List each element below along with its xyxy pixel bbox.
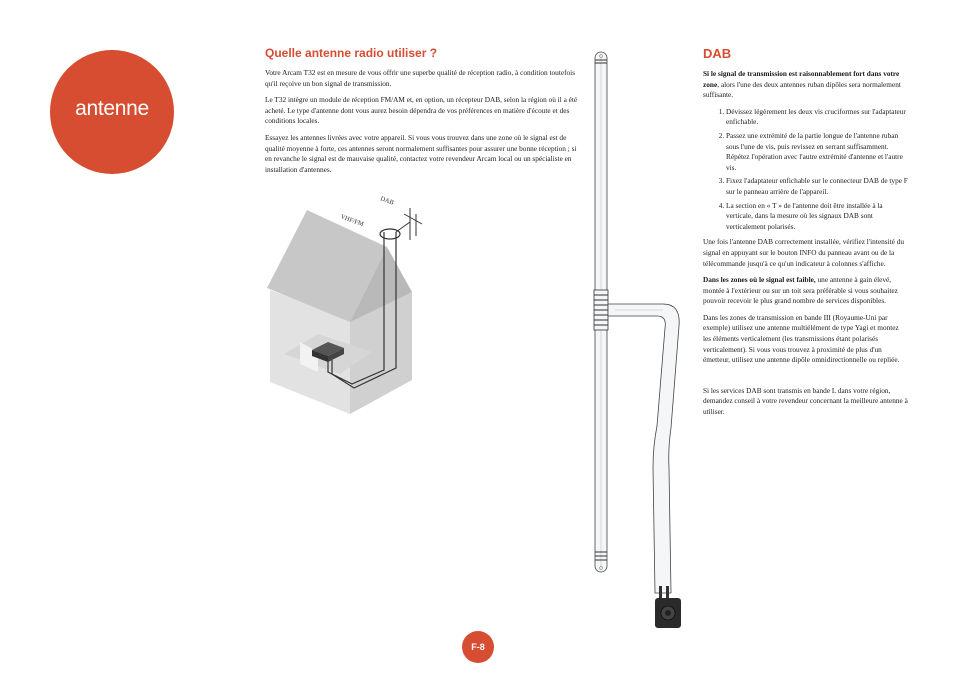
t-junction: [594, 290, 608, 330]
section-title-circle: [50, 50, 174, 174]
left-heading: Quelle antenne radio utiliser ?: [265, 46, 438, 60]
weak-signal-emphasis: Dans les zones où le signal est faible,: [703, 275, 816, 285]
step-item: 4. La section en « T » de l'antenne doit être installée à la verticale, dans la mesure où les signaux DAB sont verticalement polarisés.: [726, 201, 908, 233]
dab-ribbon-antenna-illustration: [585, 48, 695, 633]
antenna-feed-ribbon: [608, 304, 679, 593]
step-item: 3. Fixez l'adaptateur enfichable sur le connecteur DAB de type F sur le panneau arrière de l'appareil.: [726, 176, 908, 197]
installation-steps: [703, 107, 908, 233]
step-item: 1. Dévissez légèrement les deux vis cruciformes sur l'adaptateur enfichable.: [726, 107, 908, 128]
band-l-paragraph: Si les services DAB sont transmis en bande L dans votre région, demandez conseil à votre revendeur concernant la meilleure antenne à utiliser.: [703, 385, 908, 417]
left-column: [265, 46, 580, 181]
section-title: antenne: [75, 97, 149, 120]
left-paragraph-2: Le T32 intègre un module de réception FM/AM et, en option, un récepteur DAB, selon la région où il a été acheté. Le type d'antenne dont vous aurez besoin dépendra de vos préférences en matière d'écoute et des conditions locales.: [265, 95, 578, 126]
right-heading: DAB: [703, 46, 732, 61]
page-number: F-8: [462, 631, 494, 663]
right-column: [703, 46, 908, 424]
vhf-loop-antenna: [380, 229, 400, 239]
dab-label: DAB: [379, 195, 395, 207]
left-paragraph-3: Essayez les antennes livrées avec votre appareil. Si vous vous trouvez dans une zone où le signal est de qualité moyenne à forte, ces antennes seront normalement suffisantes pour assurer une bonne réception ; si en revanche le signal est de mauvaise qualité, contactez votre revendeur Arcam local ou un spécialiste en installation d'antennes.: [265, 132, 577, 174]
house-antenna-illustration: [262, 192, 442, 417]
vhf-label: VHF/FM: [339, 213, 365, 229]
signal-check-paragraph: Une fois l'antenne DAB correctement installée, vérifiez l'intensité du signal en appuyant sur le bouton INFO du panneau avant ou de la télécommande jusqu'à ce qu'un indicateur à colonnes s'affiche.: [703, 237, 904, 268]
strong-signal-emphasis: Si le signal de transmission est raisonnablement fort dans votre zone: [703, 69, 900, 89]
left-paragraph-1: Votre Arcam T32 est en mesure de vous offrir une superbe qualité de réception radio, à condition toutefois qu'il reçoive un bon signal de transmission.: [265, 68, 576, 88]
weak-signal-paragraph: Dans les zones où le signal est faible, une antenne à gain élevé, montée à l'extérieur ou sur un toit sera préférable si vous souhaitez pouvoir recevoir le plus grand nombre de services disponibles.: [703, 275, 898, 306]
step-item: 2. Passez une extrémité de la partie longue de l'antenne ruban sous l'une de vis, puis revissez en serrant suffisamment. Répétez l'opération avec l'autre extrémité d'antenne et l'autre vis.: [726, 131, 908, 173]
band-iii-paragraph: Dans les zones de transmission en bande III (Royaume-Uni par exemple) utilisez une antenne multiélément de type Yagi et montez les éléments verticalement (les transmissions étant polarisés verticalement). Si vous vous trouvez à proximité de plus d'un émetteur, utilisez une antenne dipôle omnidirectionnelle ou repliée.: [703, 312, 900, 365]
strong-signal-paragraph: Si le signal de transmission est raisonnablement fort dans votre zone, alors l'une des deux antennes ruban dipôles sera normalement suffisante.: [703, 69, 901, 100]
